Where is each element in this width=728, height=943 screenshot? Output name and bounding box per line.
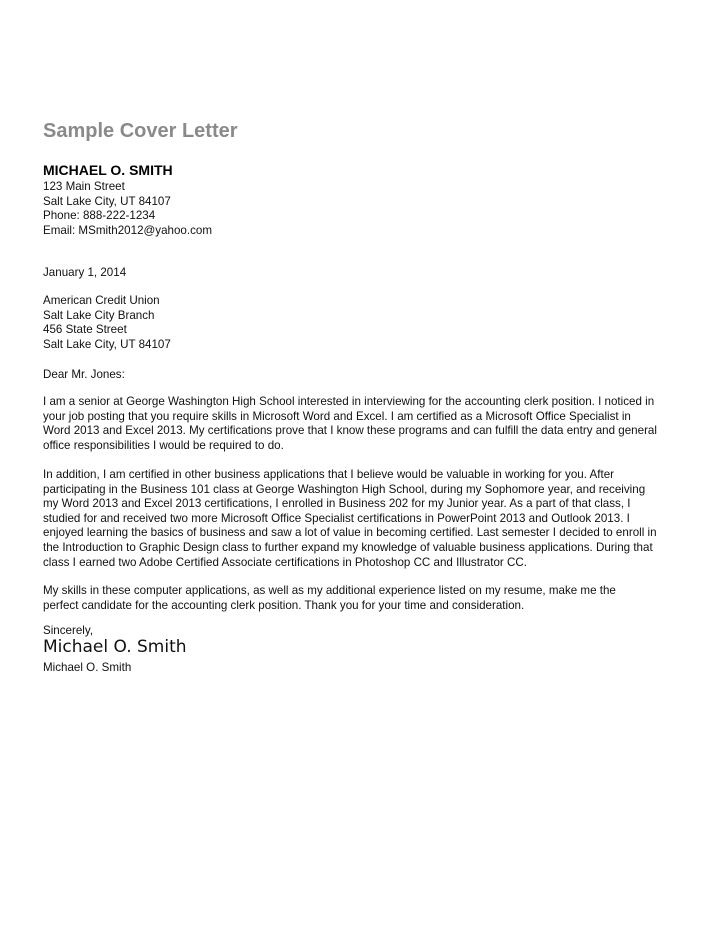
- body-paragraph-1: [43, 395, 683, 453]
- paragraph-line: the Introduction to Graphic Design class to further expand my knowledge of valuable business applications. During that: [43, 540, 653, 554]
- paragraph-line: office responsibilities I would be required to do.: [43, 438, 284, 452]
- recipient-org: American Credit Union: [43, 294, 160, 307]
- sender-name: MICHAEL O. SMITH: [43, 162, 173, 178]
- sender-email: Email: MSmith2012@yahoo.com: [43, 223, 212, 237]
- recipient-city: Salt Lake City, UT 84107: [43, 337, 171, 351]
- letter-date: [43, 266, 683, 281]
- paragraph-line: my Word 2013 and Excel 2013 certifications, I enrolled in Business 202 for my Junior year. As a part of that class, I: [43, 497, 631, 511]
- sender-street: 123 Main Street: [43, 180, 125, 193]
- body-paragraph-3: [43, 584, 683, 613]
- recipient-branch: Salt Lake City Branch: [43, 308, 155, 322]
- typed-name: Michael O. Smith: [43, 661, 132, 674]
- sender-city: Salt Lake City, UT 84107: [43, 194, 171, 208]
- recipient-address: [43, 294, 683, 352]
- body-paragraph-2: [43, 468, 683, 570]
- paragraph-line: studied for and received two more Microsoft Office Specialist certifications in PowerPoint 2013 and Outlook 2013. I: [43, 511, 630, 525]
- paragraph-line: I am a senior at George Washington High School interested in interviewing for the accounting clerk position. I noticed in: [43, 395, 655, 408]
- paragraph-line: My skills in these computer applications, as well as my additional experience listed on my resume, make me the: [43, 584, 616, 597]
- page-title: Sample Cover Letter: [43, 120, 238, 142]
- paragraph-line: perfect candidate for the accounting clerk position. Thank you for your time and consideration.: [43, 598, 525, 612]
- closing-text: Sincerely,: [43, 624, 94, 637]
- salutation-text: Dear Mr. Jones:: [43, 368, 125, 381]
- paragraph-line: class I earned two Adobe Certified Associate certifications in Photoshop CC and Illustrator CC.: [43, 555, 527, 569]
- paragraph-line: participating in the Business 101 class at George Washington High School, during my Sophomore year, and receiving: [43, 482, 646, 496]
- date-text: January 1, 2014: [43, 266, 127, 279]
- sender-phone: Phone: 888-222-1234: [43, 209, 156, 223]
- sender-address: [43, 180, 683, 238]
- paragraph-line: Word 2013 and Excel 2013. My certifications prove that I know these programs and can fulfill the data entry and general: [43, 424, 657, 438]
- recipient-street: 456 State Street: [43, 323, 127, 337]
- paragraph-line: your job posting that you require skills in Microsoft Word and Excel. I am certified as a Microsoft Office Specialist in: [43, 409, 631, 423]
- signature: Michael O. Smith: [43, 637, 187, 657]
- typed-name-block: [43, 661, 683, 676]
- salutation: [43, 368, 683, 383]
- paragraph-line: enjoyed learning the basics of business and saw a lot of value in becoming certified. Last semester I decided to enroll in: [43, 526, 657, 540]
- paragraph-line: In addition, I am certified in other business applications that I believe would be valuable in working for you. After: [43, 468, 614, 481]
